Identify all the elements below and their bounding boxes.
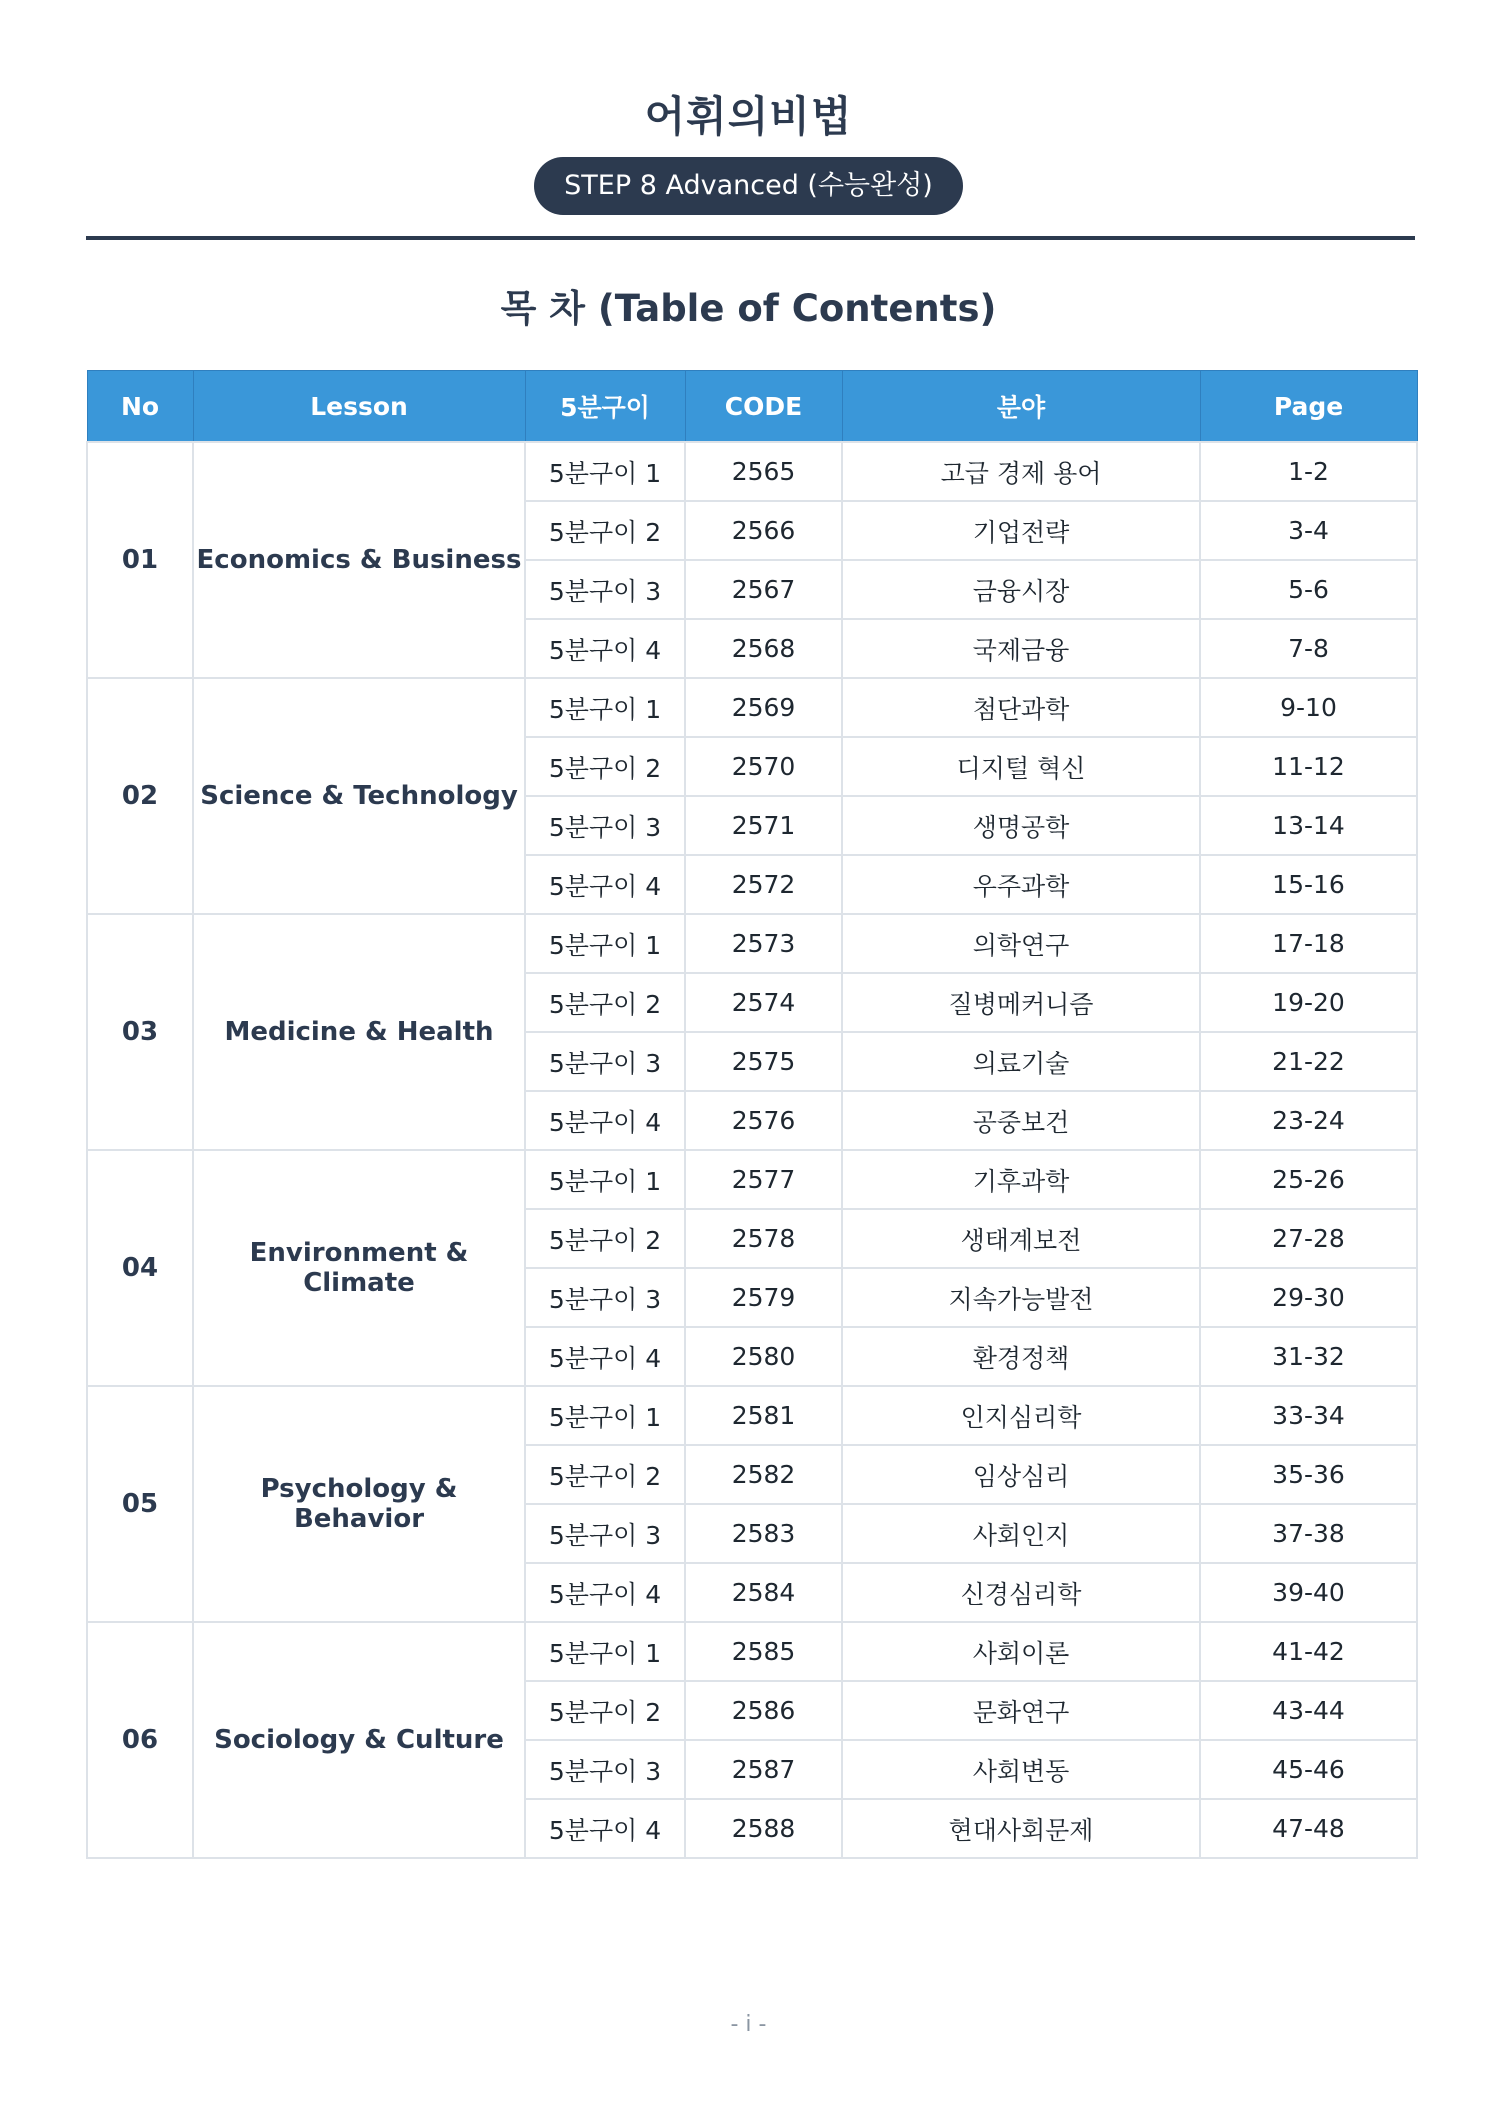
toc-table-body: [87, 442, 1417, 1858]
page-range: 19-20: [1200, 973, 1417, 1032]
field-cell: 금융시장: [842, 560, 1200, 619]
field-cell: 의학연구: [842, 914, 1200, 973]
field-cell: 우주과학: [842, 855, 1200, 914]
code-cell: 2577: [685, 1150, 842, 1209]
page-range: 43-44: [1200, 1681, 1417, 1740]
column-header-field: 분야: [842, 371, 1200, 443]
field-cell: 생명공학: [842, 796, 1200, 855]
part-label: 5분구이 2: [525, 737, 685, 796]
part-label: 5분구이 1: [525, 678, 685, 737]
page-range: 11-12: [1200, 737, 1417, 796]
field-cell: 환경정책: [842, 1327, 1200, 1386]
column-header-code: CODE: [685, 371, 842, 443]
code-cell: 2581: [685, 1386, 842, 1445]
field-cell: 디지털 혁신: [842, 737, 1200, 796]
table-row: [87, 1150, 1417, 1209]
table-header-row: [87, 371, 1417, 443]
page-title: 어휘의비법: [644, 92, 853, 141]
page-range: 29-30: [1200, 1268, 1417, 1327]
field-cell: 첨단과학: [842, 678, 1200, 737]
table-row: [87, 914, 1417, 973]
code-cell: 2569: [685, 678, 842, 737]
part-label: 5분구이 1: [525, 1150, 685, 1209]
part-label: 5분구이 4: [525, 855, 685, 914]
lesson-title: Environment & Climate: [193, 1150, 525, 1386]
column-header-page: Page: [1200, 371, 1417, 443]
lesson-number: 05: [87, 1386, 193, 1622]
code-cell: 2583: [685, 1504, 842, 1563]
part-label: 5분구이 3: [525, 1268, 685, 1327]
part-label: 5분구이 4: [525, 619, 685, 678]
table-row: [87, 1386, 1417, 1445]
part-label: 5분구이 2: [525, 1209, 685, 1268]
code-cell: 2578: [685, 1209, 842, 1268]
code-cell: 2586: [685, 1681, 842, 1740]
column-header-lesson: Lesson: [193, 371, 525, 443]
lesson-title: Science & Technology: [193, 678, 525, 914]
page-range: 31-32: [1200, 1327, 1417, 1386]
page-range: 25-26: [1200, 1150, 1417, 1209]
column-header-part: 5분구이: [525, 371, 685, 443]
field-cell: 인지심리학: [842, 1386, 1200, 1445]
code-cell: 2576: [685, 1091, 842, 1150]
field-cell: 임상심리: [842, 1445, 1200, 1504]
part-label: 5분구이 4: [525, 1327, 685, 1386]
lesson-number: 04: [87, 1150, 193, 1386]
part-label: 5분구이 1: [525, 442, 685, 501]
page-range: 9-10: [1200, 678, 1417, 737]
page-range: 3-4: [1200, 501, 1417, 560]
page-range: 45-46: [1200, 1740, 1417, 1799]
lesson-number: 01: [87, 442, 193, 678]
code-cell: 2574: [685, 973, 842, 1032]
code-cell: 2568: [685, 619, 842, 678]
page-number: - i -: [730, 2012, 767, 2037]
header-divider: [86, 236, 1415, 240]
part-label: 5분구이 2: [525, 501, 685, 560]
code-cell: 2572: [685, 855, 842, 914]
code-cell: 2585: [685, 1622, 842, 1681]
page-range: 21-22: [1200, 1032, 1417, 1091]
page-range: 37-38: [1200, 1504, 1417, 1563]
field-cell: 기업전략: [842, 501, 1200, 560]
field-cell: 의료기술: [842, 1032, 1200, 1091]
page-range: 23-24: [1200, 1091, 1417, 1150]
table-row: [87, 678, 1417, 737]
code-cell: 2584: [685, 1563, 842, 1622]
code-cell: 2582: [685, 1445, 842, 1504]
part-label: 5분구이 3: [525, 1032, 685, 1091]
field-cell: 현대사회문제: [842, 1799, 1200, 1858]
page-range: 1-2: [1200, 442, 1417, 501]
code-cell: 2565: [685, 442, 842, 501]
column-header-no: No: [87, 371, 193, 443]
part-label: 5분구이 2: [525, 973, 685, 1032]
part-label: 5분구이 2: [525, 1681, 685, 1740]
field-cell: 기후과학: [842, 1150, 1200, 1209]
lesson-title: Medicine & Health: [193, 914, 525, 1150]
lesson-title: Psychology & Behavior: [193, 1386, 525, 1622]
page-range: 47-48: [1200, 1799, 1417, 1858]
page-range: 5-6: [1200, 560, 1417, 619]
page-range: 33-34: [1200, 1386, 1417, 1445]
field-cell: 사회이론: [842, 1622, 1200, 1681]
field-cell: 문화연구: [842, 1681, 1200, 1740]
lesson-number: 06: [87, 1622, 193, 1858]
code-cell: 2588: [685, 1799, 842, 1858]
lesson-number: 03: [87, 914, 193, 1150]
part-label: 5분구이 3: [525, 1740, 685, 1799]
field-cell: 지속가능발전: [842, 1268, 1200, 1327]
toc-table: [86, 370, 1418, 1859]
field-cell: 신경심리학: [842, 1563, 1200, 1622]
code-cell: 2570: [685, 737, 842, 796]
lesson-number: 02: [87, 678, 193, 914]
part-label: 5분구이 3: [525, 1504, 685, 1563]
code-cell: 2587: [685, 1740, 842, 1799]
part-label: 5분구이 4: [525, 1091, 685, 1150]
part-label: 5분구이 2: [525, 1445, 685, 1504]
field-cell: 고급 경제 용어: [842, 442, 1200, 501]
part-label: 5분구이 4: [525, 1563, 685, 1622]
field-cell: 사회인지: [842, 1504, 1200, 1563]
code-cell: 2571: [685, 796, 842, 855]
code-cell: 2579: [685, 1268, 842, 1327]
page-range: 7-8: [1200, 619, 1417, 678]
page-range: 35-36: [1200, 1445, 1417, 1504]
field-cell: 국제금융: [842, 619, 1200, 678]
page-range: 39-40: [1200, 1563, 1417, 1622]
code-cell: 2567: [685, 560, 842, 619]
page-range: 15-16: [1200, 855, 1417, 914]
field-cell: 공중보건: [842, 1091, 1200, 1150]
code-cell: 2580: [685, 1327, 842, 1386]
code-cell: 2575: [685, 1032, 842, 1091]
field-cell: 생태계보전: [842, 1209, 1200, 1268]
table-row: [87, 442, 1417, 501]
page-range: 27-28: [1200, 1209, 1417, 1268]
code-cell: 2566: [685, 501, 842, 560]
table-row: [87, 1622, 1417, 1681]
code-cell: 2573: [685, 914, 842, 973]
part-label: 5분구이 4: [525, 1799, 685, 1858]
page-range: 13-14: [1200, 796, 1417, 855]
page-range: 41-42: [1200, 1622, 1417, 1681]
lesson-title: Economics & Business: [193, 442, 525, 678]
lesson-title: Sociology & Culture: [193, 1622, 525, 1858]
part-label: 5분구이 3: [525, 796, 685, 855]
field-cell: 사회변동: [842, 1740, 1200, 1799]
part-label: 5분구이 1: [525, 914, 685, 973]
part-label: 5분구이 1: [525, 1386, 685, 1445]
toc-heading: 목 차 (Table of Contents): [500, 287, 997, 330]
field-cell: 질병메커니즘: [842, 973, 1200, 1032]
part-label: 5분구이 1: [525, 1622, 685, 1681]
part-label: 5분구이 3: [525, 560, 685, 619]
badge-container: [0, 157, 1497, 215]
page-range: 17-18: [1200, 914, 1417, 973]
step-badge: STEP 8 Advanced (수능완성): [534, 157, 963, 215]
